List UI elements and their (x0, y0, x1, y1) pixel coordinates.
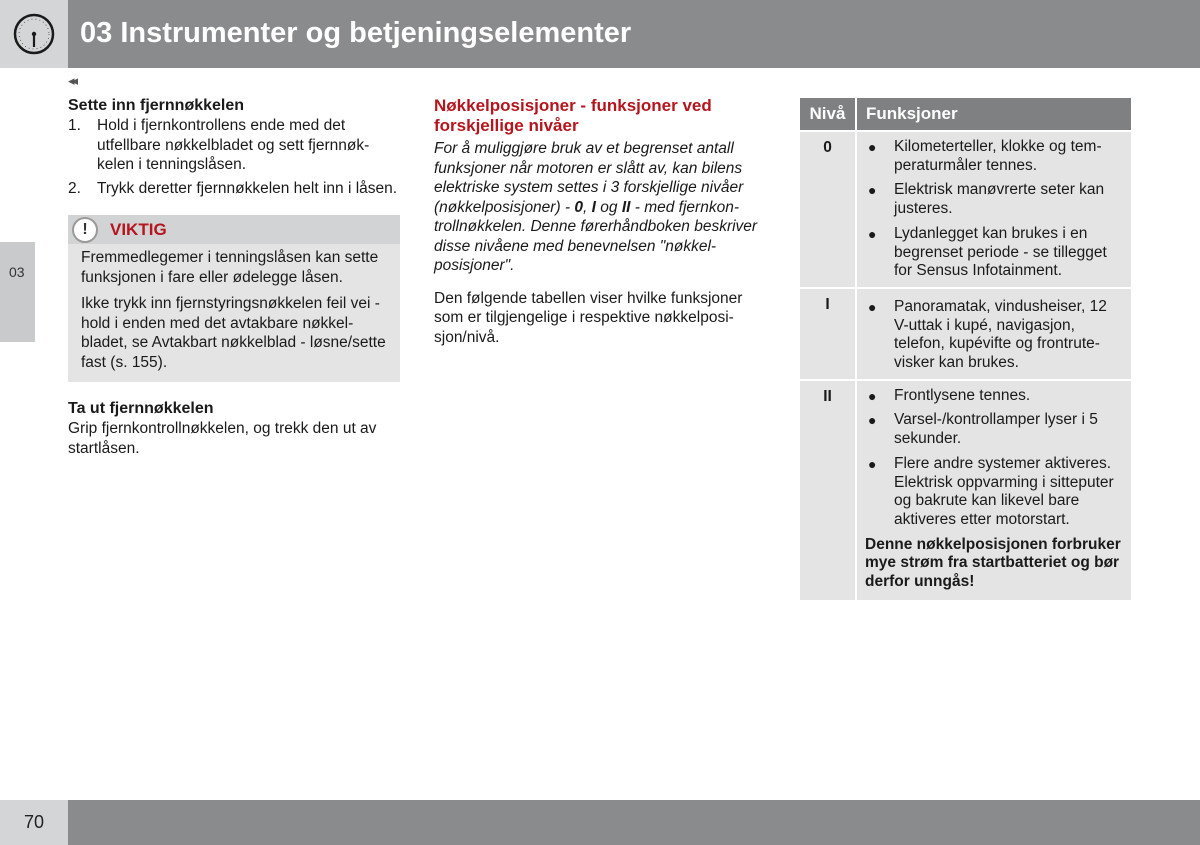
chapter-side-tab[interactable] (0, 242, 35, 342)
bullet-icon: ● (868, 139, 877, 155)
bullet-icon: ● (868, 225, 877, 242)
remove-key-heading: Ta ut fjernnøkkelen (68, 400, 214, 417)
level-cell: 0 (800, 132, 855, 287)
bullet-icon: ● (868, 412, 877, 429)
step-text: Hold i fjernkontrollens ende med det utfellbare nøkkelbladet og sett fjernnøkkelen i tenningslåsen. (97, 117, 370, 173)
key-positions-heading: Nøkkelposisjoner - funksjoner ved forskjellige nivåer (434, 96, 712, 135)
insert-key-heading: Sette inn fjernnøkkelen (68, 97, 245, 114)
insert-key-steps (68, 116, 400, 198)
page-number-box (0, 800, 68, 845)
functions-cell (857, 289, 1131, 379)
battery-warning-note: Denne nøkkelposisjonen forbruker mye strøm fra startbatteriet og bør derfor unngås! (865, 535, 1121, 591)
intro-separator: , (583, 198, 592, 216)
back-arrows-link[interactable]: ◂◂ (68, 73, 76, 88)
list-item (68, 116, 400, 175)
level-1-ref: I (591, 198, 596, 216)
function-text: Panoramatak, vindusheiser, 12 V-uttak i kupé, navigasjon, telefon, kupévifte og frontrutevisker kan brukes. (894, 297, 1107, 372)
functions-cell (857, 132, 1131, 287)
level-cell: I (800, 289, 855, 379)
table-intro-paragraph: Den følgende tabellen viser hvilke funksjoner som er tilgjengelige i respektive nøkkelposisjon/nivå. (434, 289, 743, 346)
chapter-side-tab-label: 03 (9, 264, 25, 280)
list-item (865, 455, 1123, 530)
bullet-icon: ● (868, 455, 877, 472)
page-header (0, 0, 1200, 68)
important-notice-box (68, 215, 400, 382)
bullet-icon: ● (868, 182, 877, 199)
notice-paragraph: Fremmedlegemer i tenningslåsen kan sette funksjonen i fare eller ødelegge låsen. (81, 249, 379, 286)
level-2-ref: II (621, 198, 631, 216)
remove-key-text: Grip fjernkontrollnøkkelen, og trekk den ut av startlåsen. (68, 420, 377, 457)
level-cell: II (800, 381, 855, 600)
bullet-icon: ● (868, 387, 877, 404)
page-number: 70 (24, 812, 45, 832)
functions-cell (857, 381, 1131, 600)
page-footer (0, 800, 1200, 845)
intro-separator: og (595, 198, 622, 216)
table-row (800, 289, 1131, 379)
function-text: Varsel-/kontrollamper lyser i 5 sekunder. (894, 411, 1098, 448)
step-number: 1. (68, 117, 81, 134)
function-text: Flere andre systemer aktiveres. Elektrisk oppvarming i sitteputer og bakrute kan likevel bare aktiveres etter motorstart. (894, 454, 1114, 528)
chapter-title: 03 Instrumenter og betjeningselementer (80, 17, 632, 49)
intro-text: For å muliggjøre bruk av et begrenset antall funksjoner når motoren er slått av, kan bilens elektriske system settes i 3 forskjellige nivåer (nøkkelposisjoner) - (434, 140, 744, 216)
table-row (800, 381, 1131, 600)
list-item (865, 387, 1123, 406)
list-item (865, 411, 1123, 448)
column-header-level: Nivå (800, 98, 855, 130)
list-item (865, 138, 1123, 175)
exclamation-icon: ! (72, 217, 98, 243)
key-positions-intro (434, 139, 764, 276)
list-item (865, 225, 1123, 281)
important-notice-label: VIKTIG (110, 219, 167, 239)
list-item (865, 298, 1123, 373)
bullet-icon: ● (868, 298, 877, 315)
left-column (68, 96, 400, 458)
list-item (68, 179, 400, 199)
notice-paragraph: Ikke trykk inn fjernstyringsnøkkelen feil vei - hold i enden med det avtakbare nøkkelbladet, se Avtakbart nøkkelblad - løsne/sette fast (s. 155). (81, 295, 386, 371)
function-text: Lydanlegget kan brukes i en begrenset periode - se tillegget for Sensus Infotainment. (894, 224, 1107, 280)
important-notice-body (68, 244, 400, 382)
column-header-functions: Funksjoner (857, 98, 1131, 130)
step-number: 2. (68, 179, 81, 197)
function-text: Elektrisk manøvrerte seter kan justeres. (894, 181, 1105, 218)
function-text: Kilometerteller, klokke og temperaturmåler tennes. (894, 138, 1102, 174)
gauge-icon (12, 12, 56, 56)
chapter-icon-box (0, 0, 68, 68)
middle-column (434, 96, 764, 347)
table-header (800, 98, 1131, 130)
important-notice-header (68, 215, 400, 244)
level-0-ref: 0 (574, 198, 584, 216)
table-row (800, 132, 1131, 287)
function-text: Frontlysene tennes. (894, 386, 1031, 404)
step-text: Trykk deretter fjernnøkkelen helt inn i låsen. (97, 179, 398, 197)
intro-text: - med fjernkontrollnøkkelen. Denne førerhåndboken beskriver disse nivåene med benevnelsen "nøkkelposisjoner". (434, 198, 758, 274)
key-positions-table (800, 98, 1131, 600)
list-item (865, 181, 1123, 218)
